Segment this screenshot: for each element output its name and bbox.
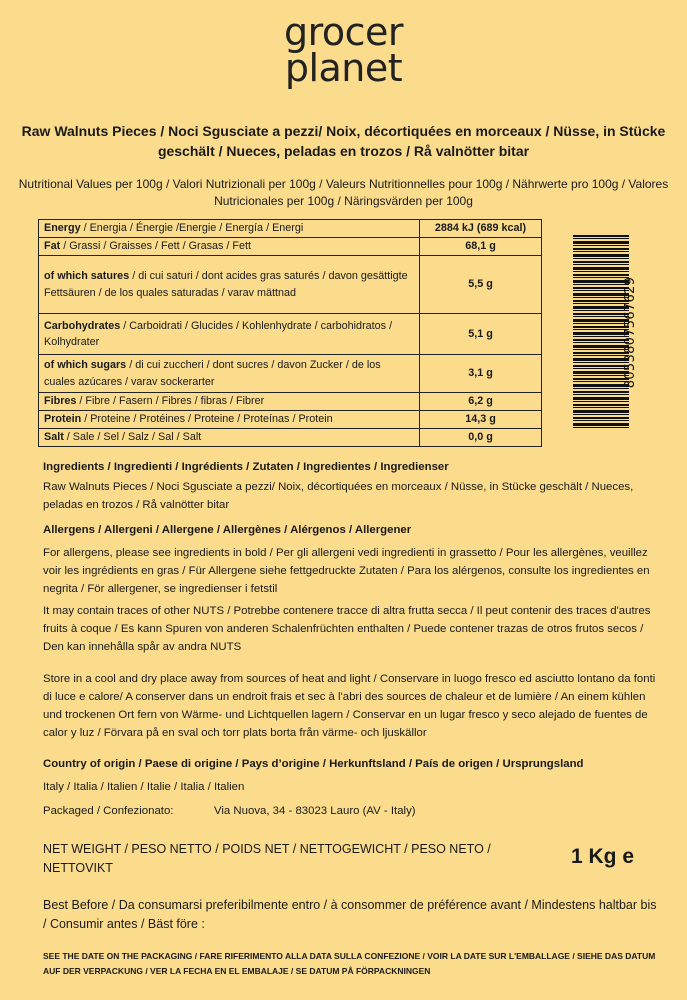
nutrition-row-carbohydrates	[39, 314, 542, 355]
date-note: SEE THE DATE ON THE PACKAGING / FARE RIFERIMENTO ALLA DATA SULLA CONFEZIONE / VOIR LA DATE SUR L'EMBALLAGE / SIEHE DAS DATUM AUF DER VERPACKUNG / VER LA FECHA EN EL EMBALAJE / SE DATUM PÅ FÖRPACKNINGEN	[43, 951, 656, 976]
nutrient-label: Energy / Energia / Énergie /Energie / Energía / Energi	[39, 220, 420, 238]
packaged-address: Via Nuova, 34 - 83023 Lauro (AV - Italy)	[214, 805, 416, 817]
nutrient-label: Fibres / Fibre / Fasern / Fibres / fibras / Fibrer	[39, 393, 420, 411]
nutrient-value: 3,1 g	[420, 355, 542, 393]
nutrient-label: Salt / Sale / Sel / Salz / Sal / Salt	[39, 429, 420, 447]
ingredients-text: Raw Walnuts Pieces / Noci Sgusciate a pezzi/ Noix, décortiquées en morceaux / Nüsse, in Stücke geschält / Nueces, peladas en trozos / Rå valnötter bitar	[43, 481, 634, 511]
brand-logo-line2: planet	[284, 46, 403, 90]
product-title: Raw Walnuts Pieces / Noci Sgusciate a pezzi/ Noix, décortiquées en morceaux / Nüsse, in Stücke geschält / Nueces, peladas en trozos / Rå valnötter bitar	[21, 123, 666, 159]
allergens-traces: It may contain traces of other NUTS / Potrebbe contenere tracce di altra frutta secca / Il peut contenir des traces d'autres fruits à coque / Es kann Spuren von anderen Schalenfrüchten enthalten / Puede contener trazas de otros frutos secos / Den kan innehålla spår av andra NUTS	[43, 605, 651, 653]
origin-heading: Country of origin / Paese di origine / Pays d’origine / Herkunftsland / País de origen / Ursprungsland	[43, 758, 584, 770]
net-weight-label: NET WEIGHT / PESO NETTO / POIDS NET / NETTOGEWICHT / PESO NETO / NETTOVIKT	[43, 842, 491, 875]
barcode-number: 8053807567629	[623, 276, 638, 389]
origin-value: Italy / Italia / Italien / Italie / Italia / Italien	[43, 781, 245, 793]
nutrient-value: 0,0 g	[420, 429, 542, 447]
packaged-label: Packaged / Confezionato:	[43, 805, 174, 817]
barcode-bars	[573, 235, 629, 430]
allergens-heading: Allergens / Allergeni / Allergene / Allergènes / Alérgenos / Allergener	[43, 524, 412, 536]
nutrition-row-salt	[39, 429, 542, 447]
ingredients-heading: Ingredients / Ingredienti / Ingrédients / Zutaten / Ingredientes / Ingredienser	[43, 461, 449, 473]
nutrient-label: of which sugars / di cui zuccheri / dont sucres / davon Zucker / de los cuales azúcares / varav sockerarter	[39, 355, 420, 393]
best-before-label: Best Before / Da consumarsi preferibilmente entro / à consommer de préférence avant / Mindestens haltbar bis / Consumir antes / Bäst före :	[43, 898, 657, 931]
nutrition-row-fibres	[39, 393, 542, 411]
nutrient-label: Fat / Grassi / Graisses / Fett / Grasas / Fett	[39, 238, 420, 256]
nutrition-row-saturates	[39, 256, 542, 314]
nutrition-row-sugars	[39, 355, 542, 393]
nutrient-value: 5,5 g	[420, 256, 542, 314]
nutrient-label: Protein / Proteine / Protéines / Proteine / Proteínas / Protein	[39, 411, 420, 429]
allergens-text: For allergens, please see ingredients in bold / Per gli allergeni vedi ingredienti in grassetto / Pour les allergènes, veuillez voir les ingrédients en gras / Für Allergene siehe fettgedruckte Zutaten / Para los alérgenos, consulte los ingredientes en negrita / För allergener, se ingredienser i fetstil	[43, 547, 650, 595]
nutrient-value: 6,2 g	[420, 393, 542, 411]
brand-logo	[0, 10, 687, 90]
nutrition-heading: Nutritional Values per 100g / Valori Nutrizionali per 100g / Valeurs Nutritionnelles pour 100g / Nährwerte pro 100g / Valores Nutricionales per 100g / Näringsvärden per 100g	[18, 177, 669, 208]
nutrition-row-fat	[39, 238, 542, 256]
nutrient-label: Carbohydrates / Carboidrati / Glucides / Kohlenhydrate / carbohidratos / Kolhydrater	[39, 314, 420, 355]
net-weight-value: 1 Kg e	[571, 845, 635, 868]
barcode	[573, 235, 653, 430]
nutrient-value: 5,1 g	[420, 314, 542, 355]
nutrient-value: 14,3 g	[420, 411, 542, 429]
nutrition-row-protein	[39, 411, 542, 429]
nutrition-row-energy	[39, 220, 542, 238]
brand-logo-line1: grocer	[283, 10, 404, 54]
nutrient-value: 2884 kJ (689 kcal)	[420, 220, 542, 238]
nutrient-value: 68,1 g	[420, 238, 542, 256]
nutrition-table	[38, 219, 542, 447]
nutrient-label: of which satures / di cui saturi / dont acides gras saturés / davon gesättigte Fettsäuren / de los quales saturadas / varav mättnad	[39, 256, 420, 314]
storage-instructions: Store in a cool and dry place away from sources of heat and light / Conservare in luogo fresco ed asciutto lontano da fonti di luce e calore/ A conserver dans un endroit frais et sec à l'abri des sources de chaleur et de lumière / An einem kühlen und trockenen Ort fern von Wärme- und Lichtquellen lagern / Conservar en un lugar fresco y seco alejado de fuentes de calor y luz / Förvara på en sval och torr plats borta från värme- och ljuskällor	[43, 673, 656, 739]
